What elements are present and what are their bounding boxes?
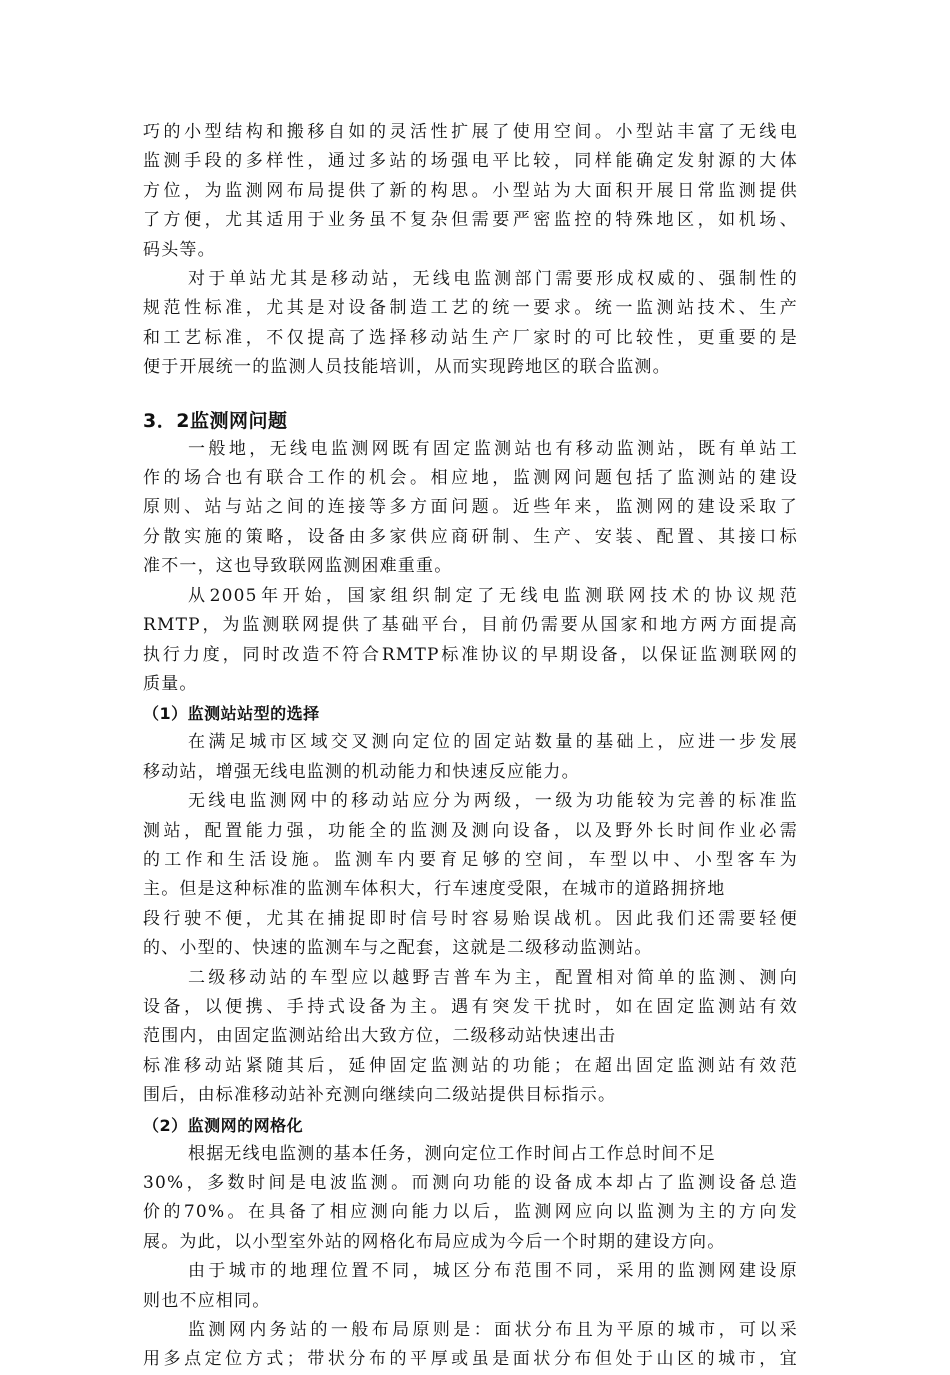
text-line: 规范性标准，尤其是对设备制造工艺的统一要求。统一监测站技术、生产	[143, 298, 798, 319]
text-line: 根据无线电监测的基本任务，测向定位工作时间占工作总时间不足	[188, 1143, 716, 1164]
text-line: RMTP，为监测联网提供了基础平台，目前仍需要从国家和地方两方面提高	[143, 615, 798, 636]
text-line: 和工艺标准，不仅提高了选择移动站生产厂家时的可比较性，更重要的是	[143, 327, 798, 348]
paragraph	[143, 728, 798, 787]
text-line: 对于单站尤其是移动站，无线电监测部门需要形成权威的、强制性的	[188, 269, 798, 290]
text-line: 巧的小型结构和搬移自如的灵活性扩展了使用空间。小型站丰富了无线电	[143, 122, 798, 142]
paragraph	[143, 265, 798, 383]
text-line: 从2005年开始，国家组织制定了无线电监测联网技术的协议规范	[188, 585, 798, 606]
text-line: 便于开展统一的监测人员技能培训，从而实现跨地区的联合监测。	[143, 357, 671, 378]
text-line: 了方便，尤其适用于业务虽不复杂但需要严密监控的特殊地区，如机场、	[143, 210, 798, 231]
text-line: 围后，由标准移动站补充测向继续向二级站提供目标指示。	[143, 1085, 617, 1106]
paragraph	[143, 1140, 798, 1258]
document-page	[143, 118, 798, 1375]
text-line: 一般地，无线电监测网既有固定监测站也有移动监测站，既有单站工	[188, 438, 798, 459]
text-line: 移动站，增强无线电监测的机动能力和快速反应能力。	[143, 761, 580, 782]
text-line: 范围内，由固定监测站给出大致方位，二级移动站快速出击	[143, 1026, 617, 1047]
text-line: 执行力度，同时改造不符合RMTP标准协议的早期设备，以保证监测联网的	[143, 644, 798, 665]
text-line: 方位，为监测网布局提供了新的构思。小型站为大面积开展日常监测提供	[143, 180, 798, 201]
text-line: 二级移动站的车型应以越野吉普车为主，配置相对简单的监测、测向	[188, 967, 798, 988]
text-line: 准不一，这也导致联网监测困难重重。	[143, 556, 453, 577]
text-line: 主。但是这种标准的监测车体积大，行车速度受限，在城市的道路拥挤地	[143, 879, 726, 900]
text-line: 测站，配置能力强，功能全的监测及测向设备，以及野外长时间作业必需	[143, 820, 798, 841]
text-line: 的、小型的、快速的监测车与之配套，这就是二级移动监测站。	[143, 938, 653, 959]
paragraph	[143, 435, 798, 582]
text-line: 分散实施的策略，设备由多家供应商研制、生产、安装、配置、其接口标	[143, 526, 798, 547]
text-line: 则也不应相同。	[143, 1290, 271, 1311]
text-line: 用多点定位方式；带状分布的平厚或虽是面状分布但处于山区的城市，宜	[143, 1349, 798, 1370]
paragraph	[143, 1316, 798, 1375]
text-line: 由于城市的地理位置不同，城区分布范围不同，采用的监测网建设原	[188, 1261, 798, 1282]
text-line: 在满足城市区域交叉测向定位的固定站数量的基础上，应进一步发展	[188, 732, 798, 753]
text-line: 价的70%。在具备了相应测向能力以后，监测网应向以监测为主的方向发	[143, 1202, 798, 1223]
paragraph	[143, 118, 798, 265]
text-line: 作的场合也有联合工作的机会。相应地，监测网问题包括了监测站的建设	[143, 468, 798, 489]
text-line: 原则、站与站之间的连接等多方面问题。近些年来，监测网的建设采取了	[143, 497, 798, 518]
text-line: 设备，以便携、手持式设备为主。遇有突发干扰时，如在固定监测站有效	[143, 996, 798, 1017]
subsection-heading: （1）监测站站型的选择	[143, 704, 320, 724]
text-line: 段行驶不便，尤其在捕捉即时信号时容易贻误战机。因此我们还需要轻便	[143, 908, 798, 929]
text-line: 标准移动站紧随其后，延伸固定监测站的功能；在超出固定监测站有效范	[143, 1055, 798, 1076]
paragraph	[143, 1257, 798, 1316]
text-line: 无线电监测网中的移动站应分为两级，一级为功能较为完善的标准监	[188, 791, 798, 812]
text-line: 30%，多数时间是电波监测。而测向功能的设备成本却占了监测设备总造	[143, 1173, 798, 1193]
text-line: 的工作和生活设施。监测车内要育足够的空间，车型以中、小型客车为	[143, 849, 798, 870]
text-line: 码头等。	[143, 239, 216, 260]
text-line: 展。为此，以小型室外站的网格化布局应成为今后一个时期的建设方向。	[143, 1231, 726, 1252]
text-line: 质量。	[143, 673, 198, 694]
text-line: 监测网内务站的一般布局原则是：面状分布且为平原的城市，可以采	[188, 1320, 798, 1341]
paragraph	[143, 787, 798, 963]
subsection-heading: （2）监测网的网格化	[143, 1115, 304, 1135]
paragraph	[143, 964, 798, 1111]
paragraph	[143, 582, 798, 700]
section-heading: 3．2监测网问题	[143, 409, 288, 432]
text-line: 监测手段的多样性，通过多站的场强电平比较，同样能确定发射源的大体	[143, 151, 798, 172]
